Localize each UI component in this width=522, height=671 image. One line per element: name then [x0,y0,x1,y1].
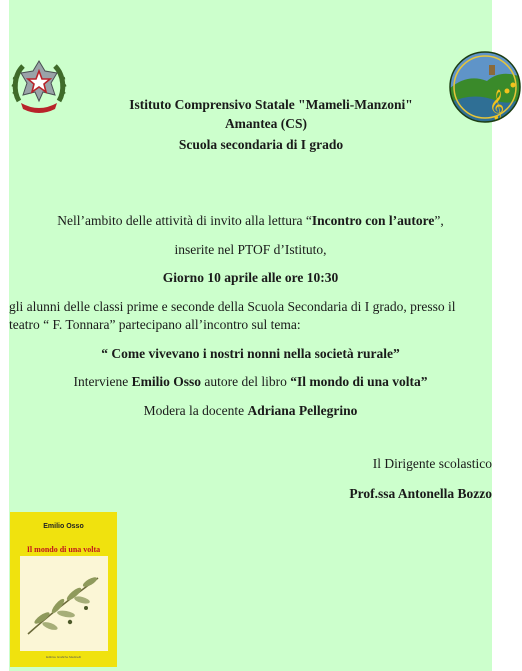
book-cover-image [10,512,117,667]
principal-title: Il Dirigente scolastico [372,456,492,471]
speaker-line [9,373,492,391]
school-level: Scuola secondaria di I grado [178,137,344,152]
speaker-name: Emilio Osso [131,374,201,389]
event-date: Giorno 10 aprile alle ore 10:30 [162,270,339,285]
speaker-prefix: Interviene [73,374,132,389]
event-theme: “ Come vivevano i nostri nonni nella società rurale” [101,346,400,361]
participants-paragraph: gli alunni delle classi prime e seconde della Scuola Secondaria di I grado, presso il teatro “ F. Tonnara” partecipano all’incontro sul tema: [9,299,456,332]
school-header [0,95,522,155]
speaker-middle: autore del libro [200,374,291,389]
intro-text-start: Nell’ambito delle attività di invito alla lettura “ [57,213,312,228]
intro-paragraph [9,212,492,230]
intro-text-end: ”, [434,213,444,228]
book-cover-author: Emilio Osso [43,523,84,530]
book-cover-publisher: Editrice Grafiche Medinelli [46,655,81,659]
moderator-line [9,402,492,420]
book-cover-title: Il mondo di una volta [26,545,101,554]
moderator-name: Adriana Pellegrino [247,403,358,418]
book-title-text: “Il mondo di una volta” [290,374,428,389]
moderator-prefix: Modera la docente [143,403,248,418]
school-name: Istituto Comprensivo Statale "Mameli-Manzoni" [129,97,413,112]
school-location: Amantea (CS) [224,116,308,131]
event-name: Incontro con l’autore [311,213,435,228]
ptof-line: inserite nel PTOF d’Istituto, [174,242,327,257]
svg-text:𝄞: 𝄞 [489,90,505,120]
principal-name: Prof.ssa Antonella Bozzo [349,486,492,501]
olive-branch-illustration [20,556,108,651]
